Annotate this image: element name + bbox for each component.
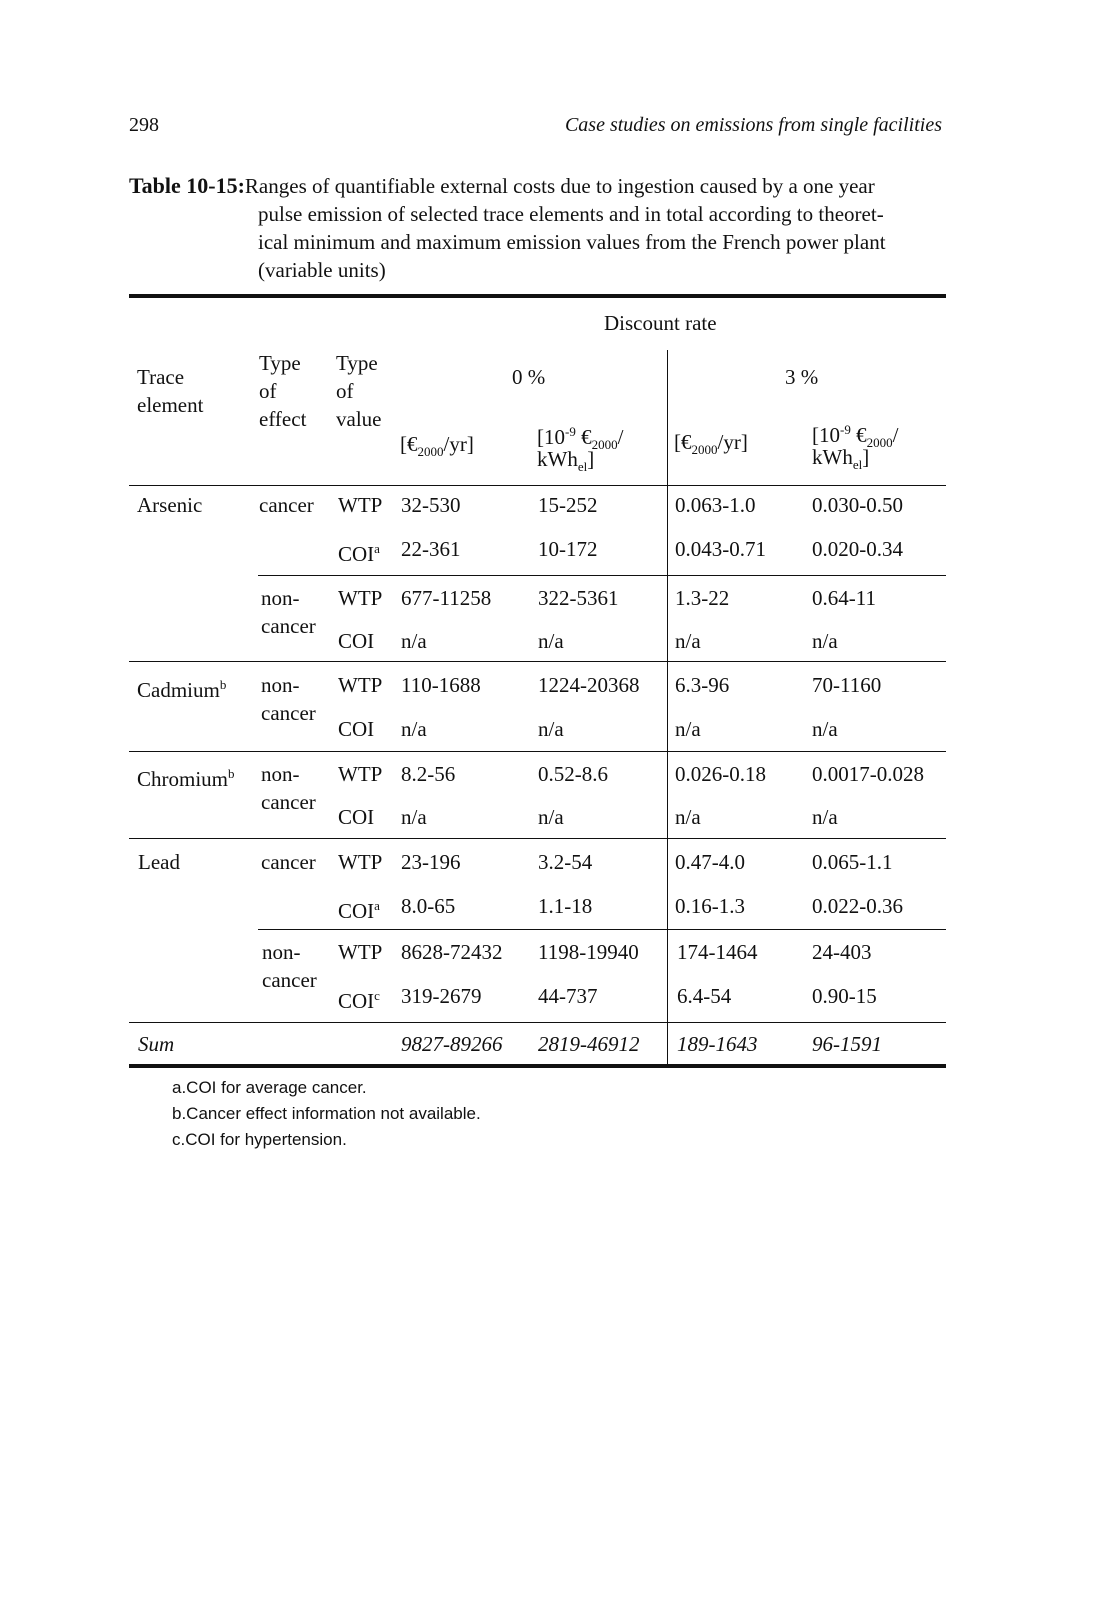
- header-rate-3: 3 %: [785, 365, 819, 389]
- cell-0pct-yr: 110-1688: [401, 673, 481, 697]
- cell-0pct-yr: n/a: [401, 717, 427, 741]
- cell-0pct-kwh: 3.2-54: [538, 850, 593, 874]
- cell-0pct-yr: 319-2679: [401, 984, 482, 1008]
- footnote-marker: b: [228, 766, 235, 781]
- running-head: Case studies on emissions from single facilities: [564, 114, 942, 136]
- cell-0pct-yr: 8.0-65: [401, 894, 456, 918]
- cell-0pct-yr: 8628-72432: [401, 940, 503, 964]
- cell-3pct-yr: 6.4-54: [677, 984, 732, 1008]
- header-type-value-1: Type: [336, 351, 378, 375]
- cell-effect-line2: cancer: [261, 790, 316, 814]
- cell-3pct-kwh: 0.90-15: [812, 984, 877, 1008]
- cell-effect: non-: [261, 586, 300, 610]
- unit-sub: 2000: [691, 442, 718, 458]
- cell-3pct-kwh: 0.030-0.50: [812, 493, 903, 517]
- sum-3pct-yr: 189-1643: [677, 1032, 758, 1056]
- cell-0pct-yr: 22-361: [401, 537, 461, 561]
- cell-value-type: WTP: [338, 673, 383, 697]
- unit-pre: [10: [812, 423, 840, 447]
- header-bottom-rule: [129, 485, 946, 486]
- cell-3pct-kwh: 0.64-11: [812, 586, 876, 610]
- cell-3pct-yr: 1.3-22: [675, 586, 730, 610]
- unit-pre: [€: [674, 430, 692, 454]
- header-trace-element-2: element: [137, 393, 204, 417]
- cell-3pct-yr: n/a: [675, 805, 701, 829]
- caption-label: Table 10-15:: [129, 173, 245, 198]
- cell-value-type: [338, 537, 380, 566]
- unit-mid: €: [575, 425, 592, 449]
- cell-element: Lead: [138, 850, 180, 874]
- sum-label: Sum: [138, 1032, 175, 1056]
- value-type-text: COI: [338, 542, 375, 566]
- header-unit-kwh-3-line2: [812, 445, 869, 477]
- table-top-rule: [129, 294, 946, 298]
- cell-value-type: WTP: [338, 850, 383, 874]
- cell-3pct-kwh: n/a: [812, 717, 838, 741]
- page-number: 298: [129, 114, 159, 136]
- cell-effect: cancer: [259, 493, 314, 517]
- footnote-a: a.COI for average cancer.: [172, 1078, 367, 1097]
- column-divider: [667, 350, 668, 1068]
- cell-3pct-yr: n/a: [675, 717, 701, 741]
- unit-pre: kWh: [537, 447, 578, 471]
- unit-sup: -9: [565, 424, 576, 439]
- cell-3pct-kwh: 0.022-0.36: [812, 894, 903, 918]
- cell-value-type: WTP: [338, 762, 383, 786]
- unit-post: /: [617, 425, 624, 449]
- sum-0pct-kwh: 2819-46912: [538, 1032, 640, 1056]
- row-rule: [129, 751, 946, 752]
- header-type-effect-1: Type: [259, 351, 301, 375]
- unit-pre: [€: [400, 432, 418, 456]
- cell-0pct-kwh: 1224-20368: [538, 673, 640, 697]
- cell-3pct-kwh: 70-1160: [812, 673, 882, 697]
- cell-0pct-yr: 23-196: [401, 850, 461, 874]
- cell-3pct-yr: 174-1464: [677, 940, 758, 964]
- header-type-effect-2: of: [259, 379, 277, 403]
- cell-0pct-kwh: n/a: [538, 805, 564, 829]
- unit-post: ]: [587, 447, 595, 471]
- table-footnotes: [172, 1075, 481, 1153]
- value-type-text: COI: [338, 989, 375, 1013]
- cell-3pct-yr: 0.026-0.18: [675, 762, 766, 786]
- unit-sub: 2000: [866, 435, 893, 451]
- unit-sub: el: [852, 457, 863, 473]
- unit-post: /: [892, 423, 899, 447]
- unit-pre: [10: [537, 425, 565, 449]
- header-type-value-2: of: [336, 379, 354, 403]
- cell-3pct-yr: 0.063-1.0: [675, 493, 756, 517]
- cell-0pct-kwh: 1.1-18: [538, 894, 593, 918]
- sum-0pct-yr: 9827-89266: [401, 1032, 503, 1056]
- element-text: Cadmium: [137, 678, 220, 702]
- row-rule: [129, 838, 946, 839]
- caption-line-4: (variable units): [258, 258, 386, 282]
- cell-3pct-kwh: n/a: [812, 629, 838, 653]
- cell-value-type: [338, 894, 380, 923]
- cell-effect: non-: [261, 762, 300, 786]
- cell-element: [137, 673, 226, 702]
- footnote-marker: a: [374, 898, 380, 913]
- cell-0pct-kwh: 15-252: [538, 493, 598, 517]
- unit-sup: -9: [840, 422, 851, 437]
- cell-effect: non-: [261, 673, 300, 697]
- cell-value-type: WTP: [338, 493, 383, 517]
- cell-value-type: [338, 984, 380, 1013]
- header-unit-yr-0: [400, 432, 474, 464]
- cell-0pct-kwh: n/a: [538, 629, 564, 653]
- cell-3pct-yr: n/a: [675, 629, 701, 653]
- cell-effect: non-: [262, 940, 301, 964]
- unit-post: /yr]: [443, 432, 474, 456]
- cell-3pct-kwh: n/a: [812, 805, 838, 829]
- cell-0pct-yr: n/a: [401, 805, 427, 829]
- value-type-text: COI: [338, 899, 375, 923]
- unit-post: ]: [862, 445, 870, 469]
- cell-effect-line2: cancer: [262, 968, 317, 992]
- cell-0pct-yr: n/a: [401, 629, 427, 653]
- cell-effect-line2: cancer: [261, 701, 316, 725]
- cell-3pct-yr: 0.16-1.3: [675, 894, 745, 918]
- cell-0pct-yr: 8.2-56: [401, 762, 456, 786]
- header-type-value-3: value: [336, 407, 382, 431]
- row-rule: [258, 575, 946, 576]
- cell-0pct-yr: 677-11258: [401, 586, 492, 610]
- row-rule: [258, 929, 946, 930]
- cell-3pct-kwh: 24-403: [812, 940, 872, 964]
- cell-0pct-kwh: n/a: [538, 717, 564, 741]
- cell-0pct-kwh: 0.52-8.6: [538, 762, 608, 786]
- caption-line-3: ical minimum and maximum emission values from the French power plant: [258, 230, 886, 254]
- cell-value-type: WTP: [338, 586, 383, 610]
- cell-3pct-yr: 0.043-0.71: [675, 537, 766, 561]
- cell-value-type: COI: [338, 717, 375, 741]
- cell-0pct-kwh: 44-737: [538, 984, 598, 1008]
- caption-line-2: pulse emission of selected trace elements and in total according to theoret-: [258, 202, 884, 226]
- header-unit-kwh-0-line2: [537, 447, 594, 479]
- cell-value-type: COI: [338, 629, 375, 653]
- cell-element: [137, 762, 235, 791]
- cell-3pct-yr: 0.47-4.0: [675, 850, 745, 874]
- footnote-marker: b: [219, 677, 227, 692]
- cell-0pct-yr: 32-530: [401, 493, 461, 517]
- footnote-marker: a: [374, 541, 380, 556]
- cell-0pct-kwh: 1198-19940: [538, 940, 639, 964]
- cell-element: Arsenic: [137, 493, 203, 517]
- unit-sub: el: [577, 459, 588, 475]
- caption-text-1: Ranges of quantifiable external costs due to ingestion caused by a one year: [244, 174, 875, 198]
- header-unit-yr-3: [674, 430, 748, 462]
- header-trace-element-1: Trace: [137, 365, 185, 389]
- cell-0pct-kwh: 322-5361: [538, 586, 619, 610]
- cell-3pct-yr: 6.3-96: [675, 673, 730, 697]
- cell-effect-line2: cancer: [261, 614, 316, 638]
- header-discount-rate: Discount rate: [604, 311, 717, 335]
- footnote-b: b.Cancer effect information not available.: [172, 1104, 481, 1123]
- element-text: Chromium: [137, 767, 229, 791]
- header-type-effect-3: effect: [259, 407, 307, 431]
- unit-sub: 2000: [591, 437, 618, 453]
- row-rule: [129, 1022, 946, 1023]
- unit-sub: 2000: [417, 444, 444, 460]
- unit-pre: kWh: [812, 445, 853, 469]
- footnote-c: c.COI for hypertension.: [172, 1130, 347, 1149]
- row-rule: [129, 661, 946, 662]
- unit-mid: €: [850, 423, 867, 447]
- cell-value-type: COI: [338, 805, 375, 829]
- cell-3pct-kwh: 0.020-0.34: [812, 537, 903, 561]
- table-bottom-rule: [129, 1064, 946, 1068]
- cell-3pct-kwh: 0.0017-0.028: [812, 762, 924, 786]
- header-rate-0: 0 %: [512, 365, 546, 389]
- cell-effect: cancer: [261, 850, 316, 874]
- cell-value-type: WTP: [338, 940, 383, 964]
- cell-3pct-kwh: 0.065-1.1: [812, 850, 893, 874]
- sum-3pct-kwh: 96-1591: [812, 1032, 882, 1056]
- unit-post: /yr]: [717, 430, 748, 454]
- cell-0pct-kwh: 10-172: [538, 537, 598, 561]
- footnote-marker: c: [374, 988, 380, 1003]
